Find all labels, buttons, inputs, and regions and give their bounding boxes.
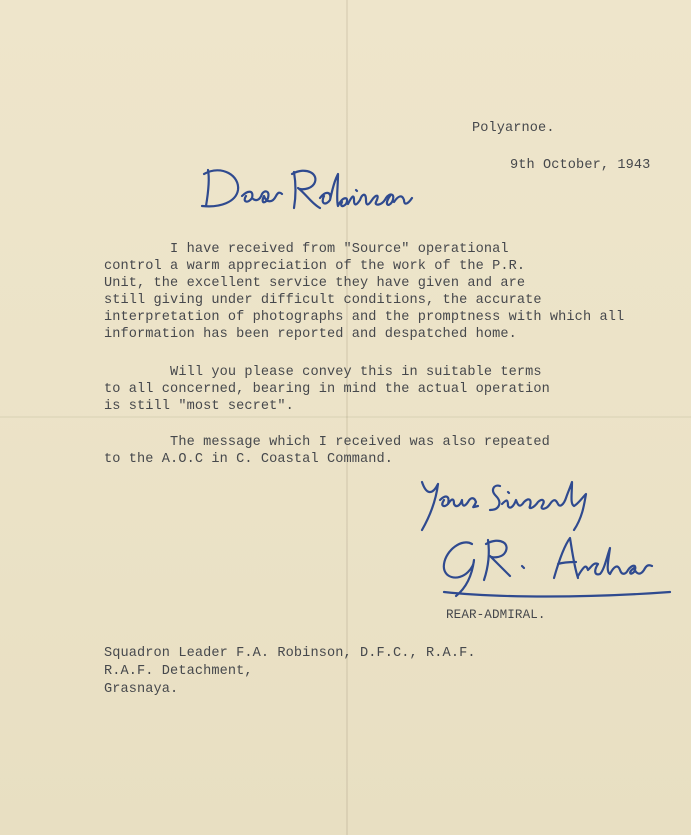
handwritten-signature [438,530,678,606]
recipient-line-2: R.A.F. Detachment, [104,664,253,679]
place-line: Polyarnoe. [472,121,555,136]
body-paragraph-3: The message which I received was also repeated to the A.O.C in C. Coastal Command. [104,435,550,467]
paper-crease [0,416,691,418]
body-paragraph-2: Will you please convey this in suitable terms to all concerned, bearing in mind the actual operation is still "most secret". [104,365,550,414]
recipient-line-1: Squadron Leader F.A. Robinson, D.F.C., R.A.F. [104,646,476,661]
handwritten-closing [416,472,636,536]
body-paragraph-1: I have received from "Source" operational control a warm appreciation of the work of the P.R. Unit, the excellent service they have given and are still giving under difficult conditions, the accurate interpretation of photographs and the promptness with which all information has been reported and despatched home. [104,242,625,342]
date-line: 9th October, 1943 [510,158,651,173]
recipient-line-3: Grasnaya. [104,682,179,697]
rank-line: REAR-ADMIRAL. [446,608,546,622]
handwritten-salutation [196,160,446,224]
